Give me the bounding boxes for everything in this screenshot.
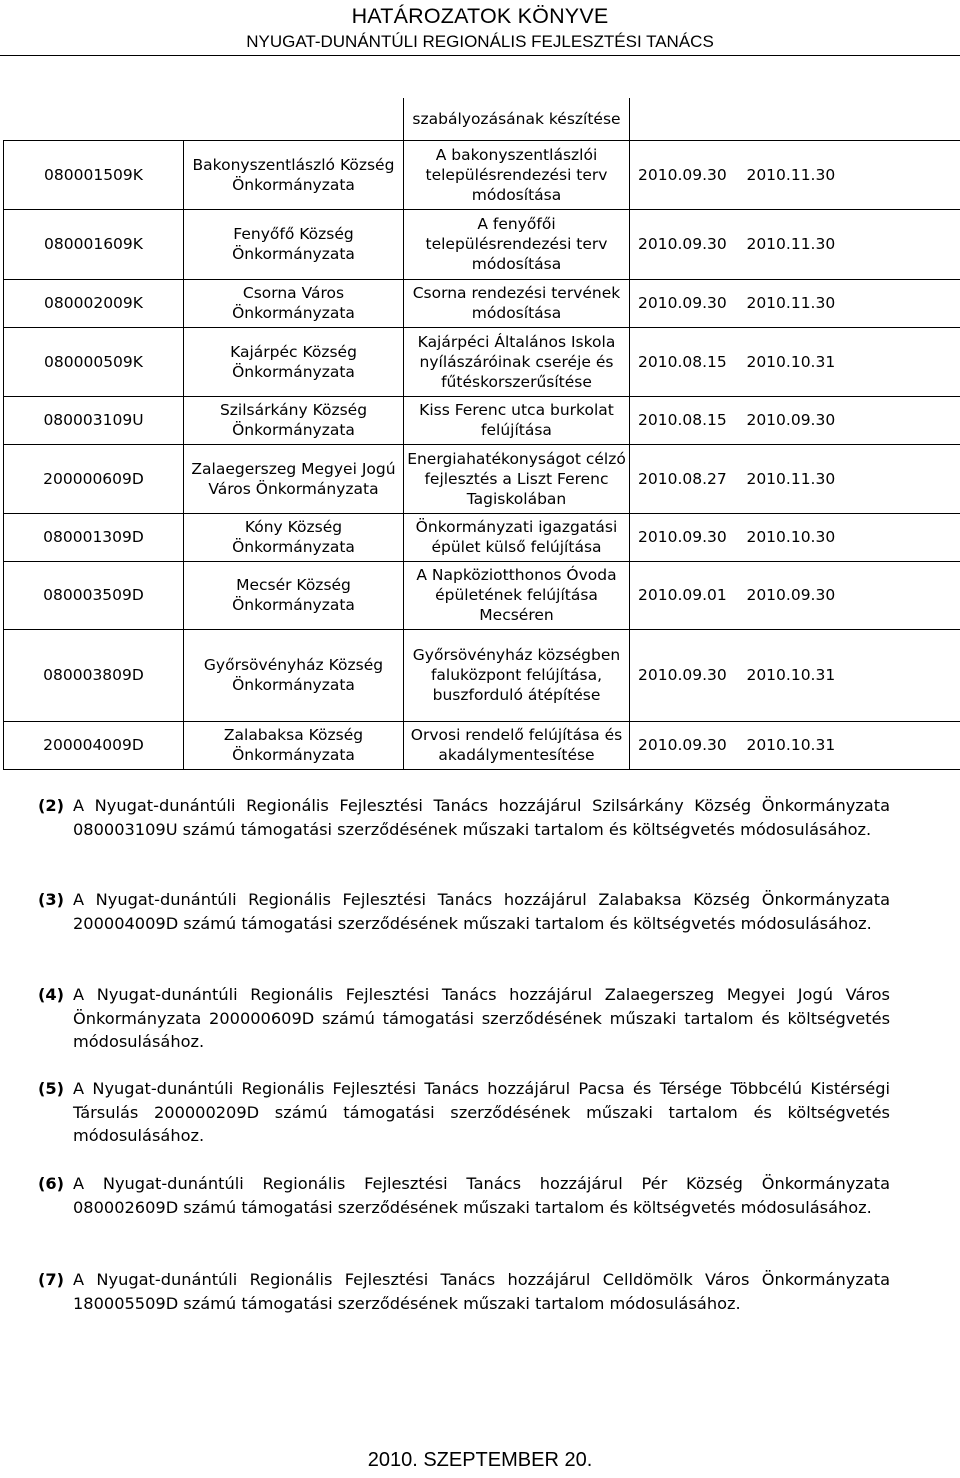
paragraph-number: (7)	[38, 1270, 65, 1289]
table-cell-code: 080001609K	[4, 209, 184, 279]
paragraph-4	[38, 983, 890, 1054]
table-cell-org: Szilsárkány Község Önkormányzata	[184, 396, 404, 444]
table-row	[4, 209, 960, 279]
table-cell-dates: 2010.09.30 2010.10.31	[630, 721, 960, 769]
table-cell-org: Zalaegerszeg Megyei Jogú Város Önkormányzata	[184, 444, 404, 513]
table-cell-org: Győrsövényház Község Önkormányzata	[184, 629, 404, 721]
document-subtitle: NYUGAT-DUNÁNTÚLI REGIONÁLIS FEJLESZTÉSI TANÁCS	[246, 32, 714, 51]
table-cell-code: 080002009K	[4, 279, 184, 327]
table-row	[4, 140, 960, 209]
paragraph-number: (6)	[38, 1174, 65, 1193]
table-row	[4, 721, 960, 769]
paragraph-number: (5)	[38, 1079, 65, 1098]
paragraph-text: A Nyugat-dunántúli Regionális Fejlesztési Tanács hozzájárul Celldömölk Város Önkormányzata 180005509D számú támogatási szerződésének műszaki tartalom módosulásához.	[73, 1270, 890, 1313]
table-cell-desc: Orvosi rendelő felújítása és akadálymentesítése	[404, 721, 630, 769]
paragraph-7	[38, 1268, 890, 1315]
table-cell-code: 200000609D	[4, 444, 184, 513]
table-cell-org: Kajárpéc Község Önkormányzata	[184, 327, 404, 396]
table-row	[4, 279, 960, 327]
table-cell-code: 080001509K	[4, 140, 184, 209]
footer-date: 2010. SZEPTEMBER 20.	[367, 1449, 593, 1471]
paragraph-6	[38, 1172, 890, 1219]
table-cell-org: Fenyőfő Község Önkormányzata	[184, 209, 404, 279]
table-cell-desc: Győrsövényház községben faluközpont felújítása, buszforduló átépítése	[404, 629, 630, 721]
paragraph-2	[38, 794, 890, 841]
paragraph-number: (4)	[38, 985, 65, 1004]
document-title: HATÁROZATOK KÖNYVE	[351, 4, 609, 28]
table-cell-desc: Kiss Ferenc utca burkolat felújítása	[404, 396, 630, 444]
table-cell-org: Csorna Város Önkormányzata	[184, 279, 404, 327]
table-cell-dates: 2010.09.30 2010.10.31	[630, 629, 960, 721]
table-row	[4, 327, 960, 396]
paragraph-number: (3)	[38, 890, 65, 909]
table-cell-dates: 2010.09.30 2010.11.30	[630, 209, 960, 279]
table-cell-org: Bakonyszentlászló Község Önkormányzata	[184, 140, 404, 209]
paragraph-5	[38, 1077, 890, 1148]
table-cell-code: 080001309D	[4, 513, 184, 561]
paragraph-text: A Nyugat-dunántúli Regionális Fejlesztési Tanács hozzájárul Pacsa és Térsége Többcélú Kistérségi Társulás 200000209D számú támogatási szerződésének műszaki tartalom és költségvetés módosulásához.	[73, 1079, 890, 1145]
table-cell-desc: Csorna rendezési tervének módosítása	[404, 279, 630, 327]
table-cell-code: 080003509D	[4, 561, 184, 629]
table-cell-desc: Energiahatékonyságot célzó fejlesztés a Liszt Ferenc Tagiskolában	[404, 444, 630, 513]
table-cell-dates: 2010.09.30 2010.11.30	[630, 279, 960, 327]
table-cell-org: Mecsér Község Önkormányzata	[184, 561, 404, 629]
table-row	[4, 629, 960, 721]
header-rule	[0, 55, 960, 56]
table-row	[4, 561, 960, 629]
table-cell-code: 080000509K	[4, 327, 184, 396]
table-cell-code: 080003109U	[4, 396, 184, 444]
paragraph-text: A Nyugat-dunántúli Regionális Fejlesztési Tanács hozzájárul Szilsárkány Község Önkormányzata 080003109U számú támogatási szerződésének műszaki tartalom és költségvetés módosulásához.	[73, 796, 890, 839]
table-row	[4, 513, 960, 561]
table-cell-desc: A fenyőfői településrendezési terv módosítása	[404, 209, 630, 279]
table-cell-desc: A Napköziotthonos Óvoda épületének felújítása Mecséren	[404, 561, 630, 629]
table-cell-org: Zalabaksa Község Önkormányzata	[184, 721, 404, 769]
table-cell-desc: A bakonyszentlászlói településrendezési terv módosítása	[404, 140, 630, 209]
table-cell-code: 080003809D	[4, 629, 184, 721]
paragraph-number: (2)	[38, 796, 65, 815]
table-row-continuation	[4, 98, 960, 140]
table-cell-desc: Kajárpéci Általános Iskola nyílászáróinak cseréje és fűtéskorszerűsítése	[404, 327, 630, 396]
table-cell-org: Kóny Község Önkormányzata	[184, 513, 404, 561]
table-cell-desc: szabályozásának készítése	[404, 98, 630, 140]
table-row	[4, 396, 960, 444]
table-cell-dates: 2010.09.30 2010.10.30	[630, 513, 960, 561]
table-cell-dates: 2010.09.30 2010.11.30	[630, 140, 960, 209]
paragraph-text: A Nyugat-dunántúli Regionális Fejlesztési Tanács hozzájárul Pér Község Önkormányzata 080002609D számú támogatási szerződésének műszaki tartalom és költségvetés módosulásához.	[73, 1174, 890, 1217]
table-cell-desc: Önkormányzati igazgatási épület külső felújítása	[404, 513, 630, 561]
paragraph-3	[38, 888, 890, 935]
table-cell-dates: 2010.08.15 2010.09.30	[630, 396, 960, 444]
table-row	[4, 444, 960, 513]
table-cell-code: 200004009D	[4, 721, 184, 769]
table-cell-dates: 2010.09.01 2010.09.30	[630, 561, 960, 629]
projects-table	[3, 98, 960, 770]
paragraph-text: A Nyugat-dunántúli Regionális Fejlesztési Tanács hozzájárul Zalaegerszeg Megyei Jogú Város Önkormányzata 200000609D számú támogatási szerződésének műszaki tartalom és költségvetés módosulásához.	[73, 985, 890, 1051]
table-cell-dates: 2010.08.27 2010.11.30	[630, 444, 960, 513]
table-cell-dates: 2010.08.15 2010.10.31	[630, 327, 960, 396]
paragraph-text: A Nyugat-dunántúli Regionális Fejlesztési Tanács hozzájárul Zalabaksa Község Önkormányzata 200004009D számú támogatási szerződésének műszaki tartalom és költségvetés módosulásához.	[73, 890, 890, 933]
